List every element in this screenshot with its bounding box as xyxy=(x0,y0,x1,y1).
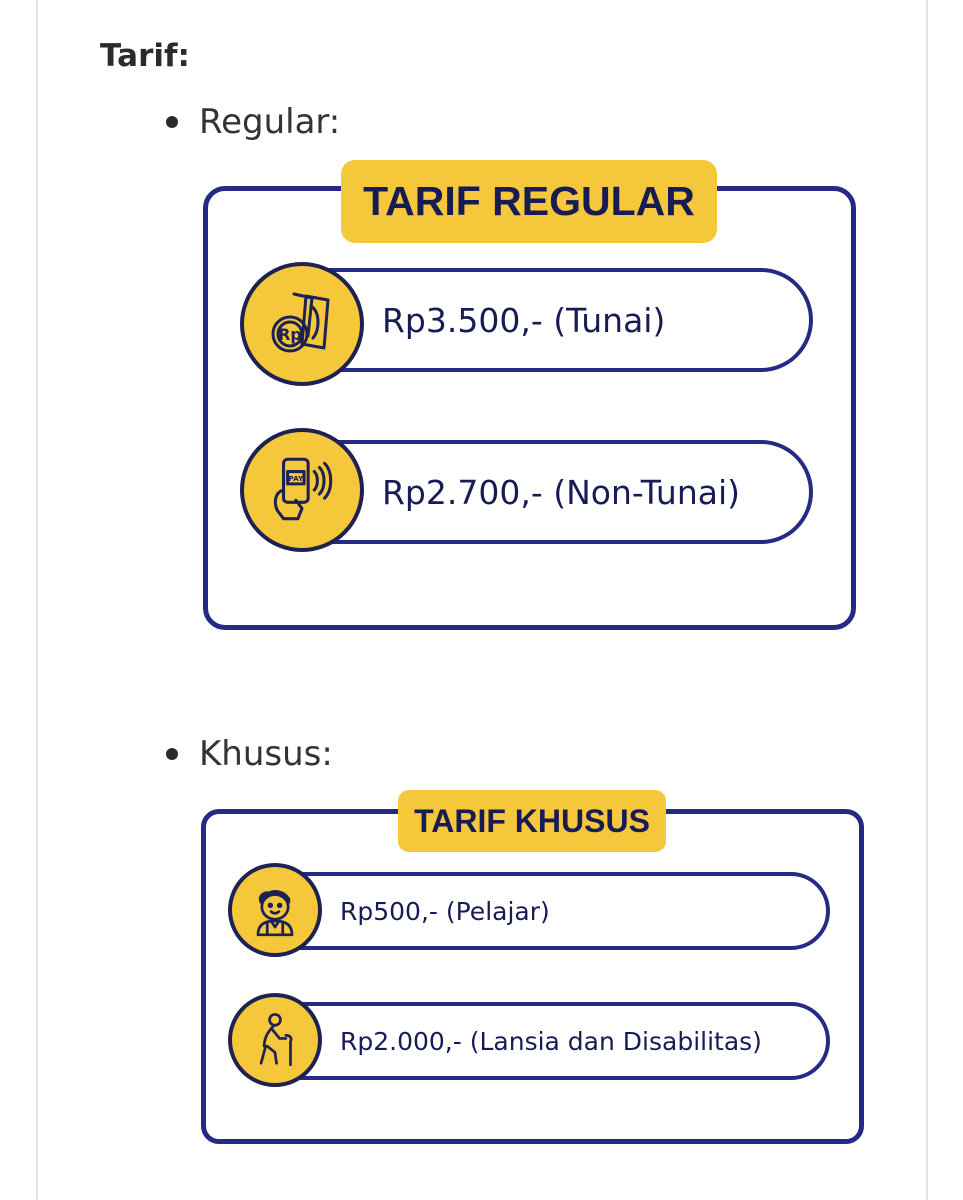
tarif-tunai-label: Rp3.500,- (Tunai) xyxy=(382,300,666,340)
bullet-regular-label: Regular: xyxy=(199,102,341,142)
student-icon xyxy=(228,863,322,957)
bullet-regular xyxy=(166,102,340,142)
tarif-heading: Tarif: xyxy=(100,38,190,74)
phone-pay-icon xyxy=(240,428,364,552)
content-border-left xyxy=(36,0,38,1200)
bullet-dot xyxy=(166,748,178,760)
tarif-khusus-card xyxy=(201,809,864,1144)
tarif-row-lansia xyxy=(272,1002,830,1080)
elderly-person-icon xyxy=(228,993,322,1087)
tarif-non-tunai-label: Rp2.700,- (Non-Tunai) xyxy=(382,472,741,512)
money-cash-icon xyxy=(240,262,364,386)
tarif-pelajar-label: Rp500,- (Pelajar) xyxy=(340,896,550,926)
svg-text:PAY: PAY xyxy=(288,473,304,483)
bullet-khusus-label: Khusus: xyxy=(199,734,333,774)
tarif-row-tunai xyxy=(288,268,813,372)
tarif-lansia-label: Rp2.000,- (Lansia dan Disabilitas) xyxy=(340,1026,762,1056)
tarif-khusus-badge: TARIF KHUSUS xyxy=(398,790,666,852)
tarif-row-pelajar xyxy=(272,872,830,950)
bullet-dot xyxy=(166,116,178,128)
tarif-regular-badge: TARIF REGULAR xyxy=(341,160,717,243)
tarif-regular-card xyxy=(203,186,856,630)
svg-text:Rp: Rp xyxy=(278,325,302,344)
tarif-row-non-tunai xyxy=(288,440,813,544)
content-border-right xyxy=(926,0,928,1200)
bullet-khusus xyxy=(166,734,333,774)
